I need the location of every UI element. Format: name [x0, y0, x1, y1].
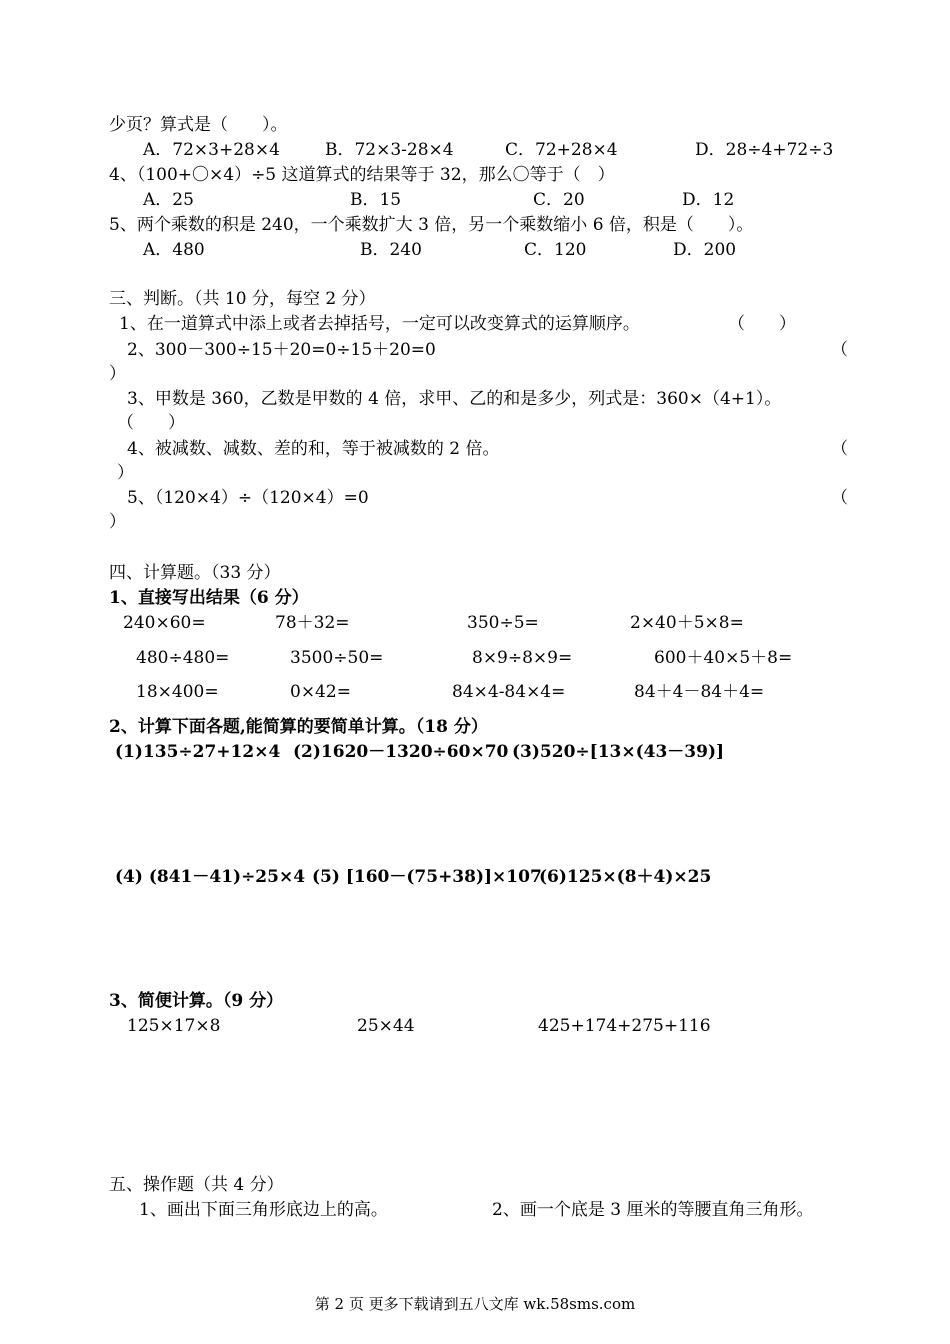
operation-item-2: 2、画一个底是 3 厘米的等腰直角三角形。	[492, 1200, 814, 1220]
option-b: B．15	[350, 190, 402, 210]
section-title: 五、操作题（共 4 分）	[109, 1175, 284, 1195]
answer-paren-open: （	[831, 340, 848, 360]
subsection-title: 3、简便计算。（9 分）	[109, 991, 284, 1011]
calc-problem: 125×17×8	[127, 1016, 221, 1036]
calc-item: 78＋32=	[275, 613, 350, 633]
answer-paren-open: （	[831, 439, 848, 459]
option-d: D．200	[673, 240, 737, 260]
calc-problem: (5) [160－(75+38)]×107	[312, 867, 542, 887]
judge-item-4: 4、被减数、减数、差的和，等于被减数的 2 倍。	[127, 439, 500, 459]
calc-problem: (1)135÷27+12×4	[115, 742, 281, 762]
question-stem: 少页？算式是（ ）。	[109, 115, 288, 135]
calc-problem: (6)125×(8＋4)×25	[539, 867, 712, 887]
question-stem: 5、两个乘数的积是 240，一个乘数扩大 3 倍，另一个乘数缩小 6 倍，积是（ ）。	[109, 215, 754, 235]
judge-item-5: 5、（120×4）÷（120×4）=0	[127, 488, 369, 508]
calc-problem: 425+174+275+116	[538, 1016, 711, 1036]
answer-paren-close: ）	[109, 512, 126, 532]
subsection-title: 1、直接写出结果（6 分）	[109, 588, 309, 608]
calc-item: 600＋40×5＋8=	[654, 648, 793, 668]
option-a: A．25	[143, 190, 194, 210]
question-stem: 4、（100+〇×4）÷5 这道算式的结果等于 32，那么〇等于（ ）	[109, 165, 615, 185]
option-c: C．20	[533, 190, 585, 210]
answer-paren-open: （	[831, 488, 848, 508]
operation-item-1: 1、画出下面三角形底边上的高。	[139, 1200, 388, 1220]
calc-item: 84＋4－84＋4=	[634, 682, 765, 702]
option-b: B．72×3-28×4	[325, 140, 454, 160]
judge-item-1: 1、在一道算式中添上或者去掉括号，一定可以改变算式的运算顺序。	[119, 314, 640, 334]
calc-item: 0×42=	[290, 682, 351, 702]
answer-paren: （ ）	[117, 413, 185, 433]
calc-item: 18×400=	[136, 682, 219, 702]
calc-problem: 25×44	[357, 1016, 415, 1036]
section-title: 三、判断。（共 10 分，每空 2 分）	[109, 289, 376, 309]
calc-problem: (4) (841－41)÷25×4	[115, 867, 306, 887]
option-c: C．120	[524, 240, 587, 260]
judge-item-2: 2、300－300÷15＋20=0÷15＋20=0	[127, 340, 436, 360]
section-title: 四、计算题。（33 分）	[109, 563, 281, 583]
option-a: A．480	[143, 240, 205, 260]
calc-item: 8×9÷8×9=	[472, 648, 573, 668]
calc-item: 3500÷50=	[290, 648, 384, 668]
calc-item: 480÷480=	[136, 648, 230, 668]
calc-item: 240×60=	[123, 613, 206, 633]
judge-item-3: 3、甲数是 360，乙数是甲数的 4 倍，求甲、乙的和是多少，列式是：360×（4+1）。	[127, 389, 782, 409]
calc-item: 84×4-84×4=	[452, 682, 566, 702]
calc-item: 350÷5=	[467, 613, 539, 633]
calc-problem: (3)520÷[13×(43－39)]	[512, 742, 725, 762]
page-footer: 第 2 页 更多下载请到五八文库 wk.58sms.com	[314, 1295, 636, 1313]
option-c: C．72+28×4	[505, 140, 618, 160]
answer-paren-close: ）	[117, 463, 134, 483]
subsection-title: 2、计算下面各题,能简算的要简单计算。（18 分）	[109, 717, 488, 737]
option-b: B．240	[360, 240, 422, 260]
option-d: D．12	[682, 190, 735, 210]
answer-paren-close: ）	[109, 364, 126, 384]
answer-paren: （ ）	[728, 314, 796, 334]
calc-problem: (2)1620－1320÷60×70	[293, 742, 509, 762]
option-a: A．72×3+28×4	[143, 140, 280, 160]
option-d: D．28÷4+72÷3	[695, 140, 834, 160]
calc-item: 2×40＋5×8=	[630, 613, 744, 633]
